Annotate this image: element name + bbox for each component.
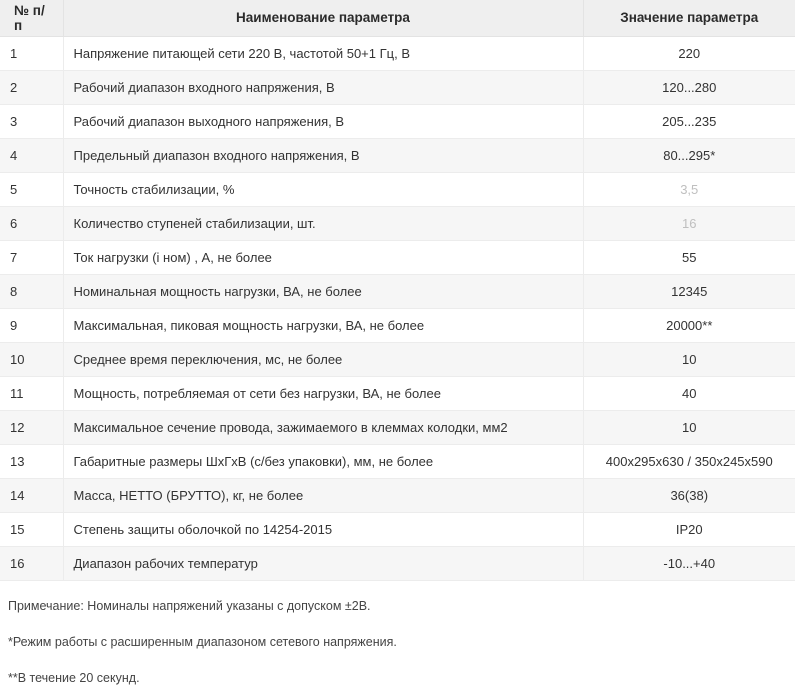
cell-parameter-name: Диапазон рабочих температур (63, 546, 583, 580)
table-row (0, 240, 795, 274)
cell-parameter-name: Ток нагрузки (i ном) , А, не более (63, 240, 583, 274)
cell-parameter-value: 20000** (583, 308, 795, 342)
cell-parameter-name: Среднее время переключения, мс, не более (63, 342, 583, 376)
table-row (0, 104, 795, 138)
cell-row-number: 13 (0, 444, 63, 478)
note-line: Примечание: Номиналы напряжений указаны с допуском ±2В. (8, 598, 371, 613)
table-row (0, 410, 795, 444)
cell-parameter-value: 400x295x630 / 350x245x590 (583, 444, 795, 478)
cell-parameter-name: Габаритные размеры ШхГхВ (с/без упаковки), мм, не более (63, 444, 583, 478)
cell-parameter-name: Предельный диапазон входного напряжения, В (63, 138, 583, 172)
table-row (0, 444, 795, 478)
table-row (0, 274, 795, 308)
cell-row-number: 12 (0, 410, 63, 444)
cell-row-number: 8 (0, 274, 63, 308)
cell-row-number: 10 (0, 342, 63, 376)
cell-row-number: 11 (0, 376, 63, 410)
column-header-parameter-name: Наименование параметра (63, 0, 583, 36)
cell-row-number: 6 (0, 206, 63, 240)
cell-row-number: 15 (0, 512, 63, 546)
cell-parameter-name: Степень защиты оболочкой по 14254-2015 (63, 512, 583, 546)
note-line: *Режим работы с расширенным диапазоном сетевого напряжения. (8, 634, 397, 649)
cell-parameter-name: Максимальная, пиковая мощность нагрузки, ВА, не более (63, 308, 583, 342)
column-header-number: № п/п (0, 0, 63, 36)
cell-parameter-name: Количество ступеней стабилизации, шт. (63, 206, 583, 240)
cell-parameter-name: Точность стабилизации, % (63, 172, 583, 206)
table-row (0, 138, 795, 172)
cell-row-number: 16 (0, 546, 63, 580)
table-header (0, 0, 795, 36)
cell-parameter-value: 80...295* (583, 138, 795, 172)
table-row (0, 546, 795, 580)
cell-parameter-name: Масса, НЕТТО (БРУТТО), кг, не более (63, 478, 583, 512)
cell-parameter-name: Мощность, потребляемая от сети без нагрузки, ВА, не более (63, 376, 583, 410)
column-header-parameter-value: Значение параметра (583, 0, 795, 36)
cell-row-number: 1 (0, 36, 63, 70)
cell-parameter-name: Номинальная мощность нагрузки, ВА, не более (63, 274, 583, 308)
cell-parameter-value: 12345 (583, 274, 795, 308)
cell-parameter-value: 36(38) (583, 478, 795, 512)
cell-parameter-value: 10 (583, 342, 795, 376)
cell-parameter-value: 16 (583, 206, 795, 240)
table-row (0, 478, 795, 512)
cell-row-number: 9 (0, 308, 63, 342)
cell-row-number: 3 (0, 104, 63, 138)
note-line: **В течение 20 секунд. (8, 670, 140, 685)
cell-parameter-value: 220 (583, 36, 795, 70)
table-row (0, 376, 795, 410)
table-header-row (0, 0, 795, 36)
table-row (0, 70, 795, 104)
cell-row-number: 2 (0, 70, 63, 104)
table-row (0, 206, 795, 240)
cell-parameter-value: -10...+40 (583, 546, 795, 580)
cell-parameter-value: 120...280 (583, 70, 795, 104)
cell-row-number: 4 (0, 138, 63, 172)
cell-parameter-value: 55 (583, 240, 795, 274)
cell-parameter-name: Максимальное сечение провода, зажимаемого в клеммах колодки, мм2 (63, 410, 583, 444)
table-row (0, 172, 795, 206)
notes-block (0, 581, 795, 686)
table-body (0, 36, 795, 580)
cell-parameter-value: 40 (583, 376, 795, 410)
cell-row-number: 5 (0, 172, 63, 206)
cell-parameter-value: 3,5 (583, 172, 795, 206)
cell-row-number: 7 (0, 240, 63, 274)
cell-parameter-value: 205...235 (583, 104, 795, 138)
table-row (0, 342, 795, 376)
table-row (0, 512, 795, 546)
cell-parameter-name: Рабочий диапазон выходного напряжения, В (63, 104, 583, 138)
cell-parameter-value: 10 (583, 410, 795, 444)
cell-row-number: 14 (0, 478, 63, 512)
table-row (0, 308, 795, 342)
cell-parameter-name: Напряжение питающей сети 220 В, частотой 50+1 Гц, В (63, 36, 583, 70)
cell-parameter-value: IP20 (583, 512, 795, 546)
cell-parameter-name: Рабочий диапазон входного напряжения, В (63, 70, 583, 104)
table-row (0, 36, 795, 70)
